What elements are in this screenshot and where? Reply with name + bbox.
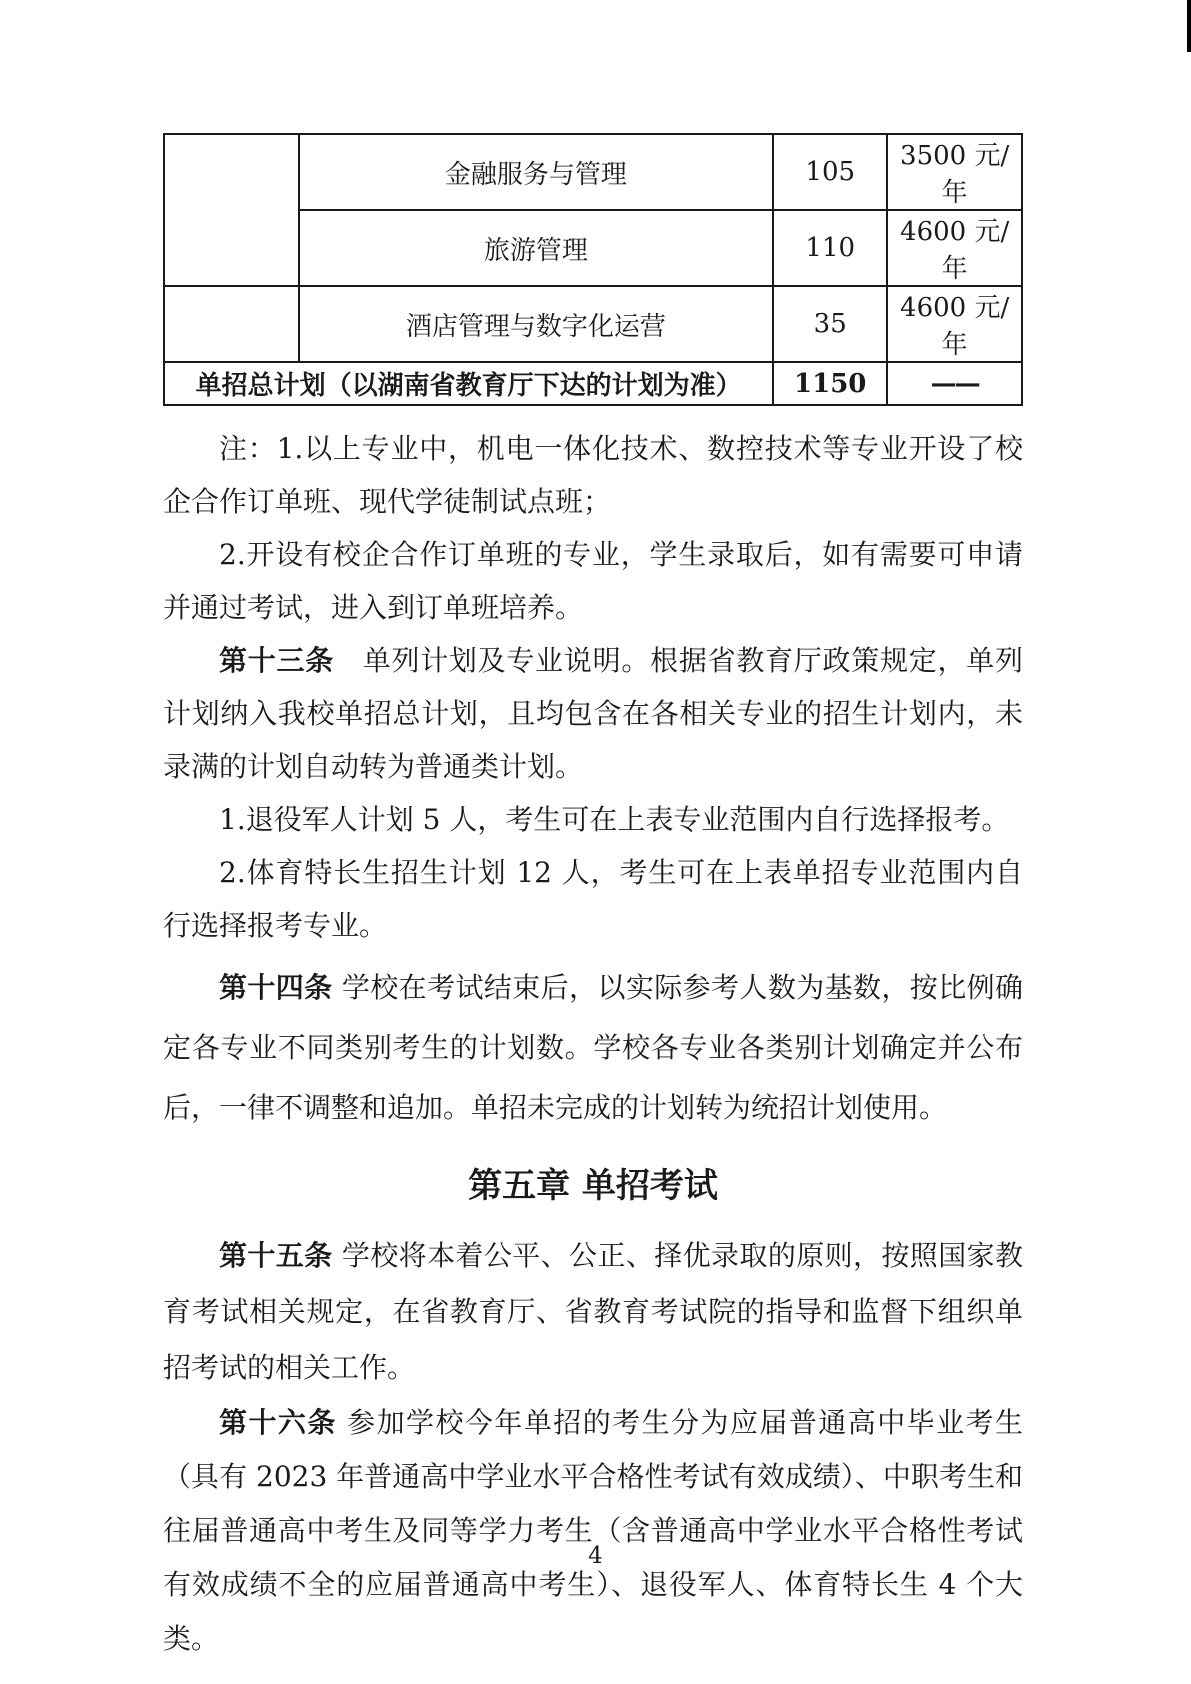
- fee-cell: 4600 元/年: [887, 286, 1022, 362]
- scan-edge-mark: [1187, 0, 1191, 52]
- total-label-cell: 单招总计划（以湖南省教育厅下达的计划为准）: [164, 362, 773, 405]
- fee-cell: 4600 元/年: [887, 210, 1022, 286]
- article-14-paragraph: [163, 958, 1023, 1138]
- article-14-text: 学校在考试结束后，以实际参考人数为基数，按比例确定各专业不同类别考生的计划数。学校各专业各类别计划确定并公布后，一律不调整和追加。单招未完成的计划转为统招计划使用。: [163, 971, 1023, 1124]
- fee-cell: 3500 元/年: [887, 134, 1022, 210]
- count-cell: 110: [773, 210, 887, 286]
- page-number: 4: [588, 1543, 603, 1569]
- article-15-label: 第十五条: [219, 1239, 333, 1272]
- total-count-cell: 1150: [773, 362, 887, 405]
- category-cell: [164, 286, 299, 362]
- article-16-label: 第十六条: [219, 1406, 337, 1439]
- count-cell: 35: [773, 286, 887, 362]
- major-cell: 酒店管理与数字化运营: [299, 286, 773, 362]
- article-13-paragraph: [163, 634, 1023, 793]
- table-total-row: [164, 362, 1022, 405]
- article-14-label: 第十四条: [219, 971, 333, 1004]
- count-cell: 105: [773, 134, 887, 210]
- article-16-text: 参加学校今年单招的考生分为应届普通高中毕业考生（具有 2023 年普通高中学业水平合格性考试有效成绩）、中职考生和往届普通高中考生及同等学力考生（含普通高中学业水平合格性考试有效成绩不全的应届普通高中考生）、退役军人、体育特长生 4 个大类。: [163, 1406, 1023, 1655]
- article-16-paragraph: [163, 1396, 1023, 1666]
- enrollment-plan-table: [163, 133, 1023, 406]
- category-cell: [164, 134, 299, 286]
- total-fee-cell: ——: [887, 362, 1022, 405]
- page-content: [163, 133, 1023, 1666]
- article-15-text: 学校将本着公平、公正、择优录取的原则，按照国家教育考试相关规定，在省教育厅、省教育考试院的指导和监督下组织单招考试的相关工作。: [163, 1239, 1023, 1384]
- sports-plan-paragraph: 2.体育特长生招生计划 12 人，考生可在上表单招专业范围内自行选择报考专业。: [163, 856, 1023, 942]
- article-13-label: 第十三条: [219, 644, 334, 677]
- article-13-text: 单列计划及专业说明。根据省教育厅政策规定，单列计划纳入我校单招总计划，且均包含在各相关专业的招生计划内，未录满的计划自动转为普通类计划。: [163, 644, 1023, 783]
- veteran-plan-paragraph: 1.退役军人计划 5 人，考生可在上表专业范围内自行选择报考。: [219, 803, 1010, 836]
- note-paragraph-2: 2.开设有校企合作订单班的专业，学生录取后，如有需要可申请并通过考试，进入到订单班培养。: [163, 538, 1023, 624]
- major-cell: 旅游管理: [299, 210, 773, 286]
- chapter-5-heading: 第五章 单招考试: [468, 1166, 718, 1206]
- table-row: [164, 286, 1022, 362]
- table-row: [164, 134, 1022, 210]
- article-15-paragraph: [163, 1228, 1023, 1396]
- note-paragraph-1: 注：1.以上专业中，机电一体化技术、数控技术等专业开设了校企合作订单班、现代学徒制试点班；: [163, 432, 1023, 518]
- major-cell: 金融服务与管理: [299, 134, 773, 210]
